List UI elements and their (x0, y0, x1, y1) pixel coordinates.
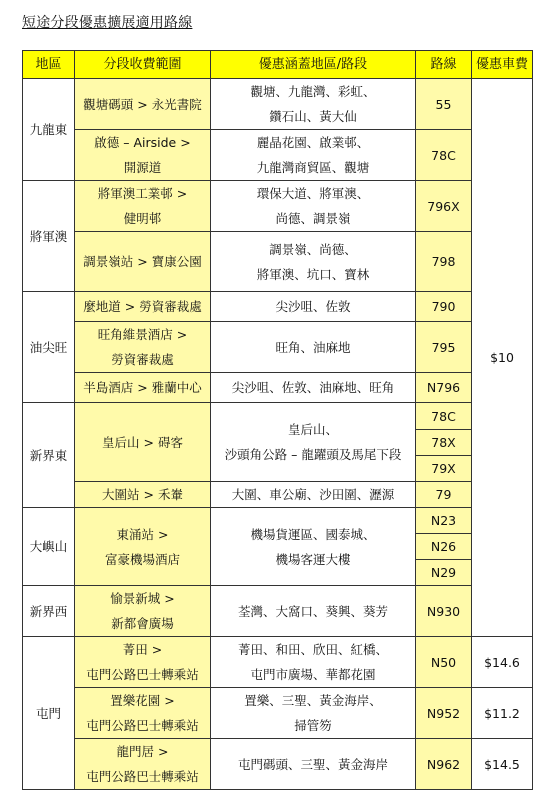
route-cell: 795 (416, 322, 472, 373)
range-cell: 麼地道 > 勞資審裁處 (75, 292, 211, 322)
fare-cell: $10 (472, 79, 533, 637)
table-row (23, 403, 533, 430)
route-cell: N796 (416, 373, 472, 403)
table-row (23, 292, 533, 322)
table-row (23, 232, 533, 292)
route-cell: 798 (416, 232, 472, 292)
range-cell: 調景嶺站 > 寶康公園 (75, 232, 211, 292)
fare-cell: $14.6 (472, 637, 533, 688)
coverage-cell: 尖沙咀、佐敦、油麻地、旺角 (211, 373, 416, 403)
header-route: 路線 (416, 51, 472, 79)
fare-cell: $11.2 (472, 688, 533, 739)
table-row (23, 586, 533, 637)
table-header-row (23, 51, 533, 79)
route-cell: N952 (416, 688, 472, 739)
route-cell: N962 (416, 739, 472, 790)
coverage-cell: 屯門碼頭、三聖、黃金海岸 (211, 739, 416, 790)
header-range: 分段收費範圍 (75, 51, 211, 79)
range-cell: 龍門居 > 屯門公路巴士轉乘站 (75, 739, 211, 790)
table-row (23, 79, 533, 130)
district-cell: 新界東 (23, 403, 75, 508)
coverage-cell: 大圍、車公廟、沙田圍、瀝源 (211, 482, 416, 508)
table-row (23, 322, 533, 373)
range-cell: 觀塘碼頭 > 永光書院 (75, 79, 211, 130)
coverage-cell: 旺角、油麻地 (211, 322, 416, 373)
range-cell: 啟德 – Airside > 開源道 (75, 130, 211, 181)
coverage-cell: 皇后山、 沙頭角公路 – 龍躍頭及馬尾下段 (211, 403, 416, 482)
district-cell: 油尖旺 (23, 292, 75, 403)
table-row (23, 508, 533, 534)
range-cell: 置樂花園 > 屯門公路巴士轉乘站 (75, 688, 211, 739)
range-cell: 大圍站 > 禾輋 (75, 482, 211, 508)
route-cell: 79 (416, 482, 472, 508)
route-cell: 79X (416, 456, 472, 482)
route-cell: N930 (416, 586, 472, 637)
table-row (23, 739, 533, 790)
coverage-cell: 菁田、和田、欣田、紅橋、 屯門市廣場、華都花園 (211, 637, 416, 688)
route-cell: 78X (416, 430, 472, 456)
coverage-cell: 環保大道、將軍澳、 尚德、調景嶺 (211, 181, 416, 232)
header-coverage: 優惠涵蓋地區/路段 (211, 51, 416, 79)
coverage-cell: 麗晶花園、啟業邨、 九龍灣商貿區、觀塘 (211, 130, 416, 181)
range-cell: 愉景新城 > 新都會廣場 (75, 586, 211, 637)
table-row (23, 688, 533, 739)
route-cell: 55 (416, 79, 472, 130)
coverage-cell: 調景嶺、尚德、 將軍澳、坑口、寶林 (211, 232, 416, 292)
range-cell: 將軍澳工業邨 > 健明邨 (75, 181, 211, 232)
header-district: 地區 (23, 51, 75, 79)
route-cell: N23 (416, 508, 472, 534)
range-cell: 東涌站 > 富豪機場酒店 (75, 508, 211, 586)
route-cell: 78C (416, 403, 472, 430)
coverage-cell: 尖沙咀、佐敦 (211, 292, 416, 322)
coverage-cell: 機場貨運區、國泰城、 機場客運大樓 (211, 508, 416, 586)
range-cell: 旺角維景酒店 > 勞資審裁處 (75, 322, 211, 373)
coverage-cell: 置樂、三聖、黃金海岸、 掃管笏 (211, 688, 416, 739)
route-cell: N26 (416, 534, 472, 560)
route-cell: 790 (416, 292, 472, 322)
coverage-cell: 觀塘、九龍灣、彩虹、 鑽石山、黃大仙 (211, 79, 416, 130)
district-cell: 將軍澳 (23, 181, 75, 292)
table-row (23, 482, 533, 508)
coverage-cell: 荃灣、大窩口、葵興、葵芳 (211, 586, 416, 637)
district-cell: 大嶼山 (23, 508, 75, 586)
header-fare: 優惠車費 (472, 51, 533, 79)
table-row (23, 373, 533, 403)
route-cell: N50 (416, 637, 472, 688)
district-cell: 屯門 (23, 637, 75, 790)
range-cell: 菁田 > 屯門公路巴士轉乘站 (75, 637, 211, 688)
district-cell: 九龍東 (23, 79, 75, 181)
table-row (23, 130, 533, 181)
table-row (23, 637, 533, 688)
range-cell: 半島酒店 > 雅蘭中心 (75, 373, 211, 403)
route-cell: 78C (416, 130, 472, 181)
district-cell: 新界西 (23, 586, 75, 637)
table-row (23, 181, 533, 232)
routes-table (22, 50, 533, 790)
route-cell: N29 (416, 560, 472, 586)
range-cell: 皇后山 > 碍客 (75, 403, 211, 482)
page-title: 短途分段優惠擴展適用路線 (22, 15, 193, 31)
route-cell: 796X (416, 181, 472, 232)
fare-cell: $14.5 (472, 739, 533, 790)
